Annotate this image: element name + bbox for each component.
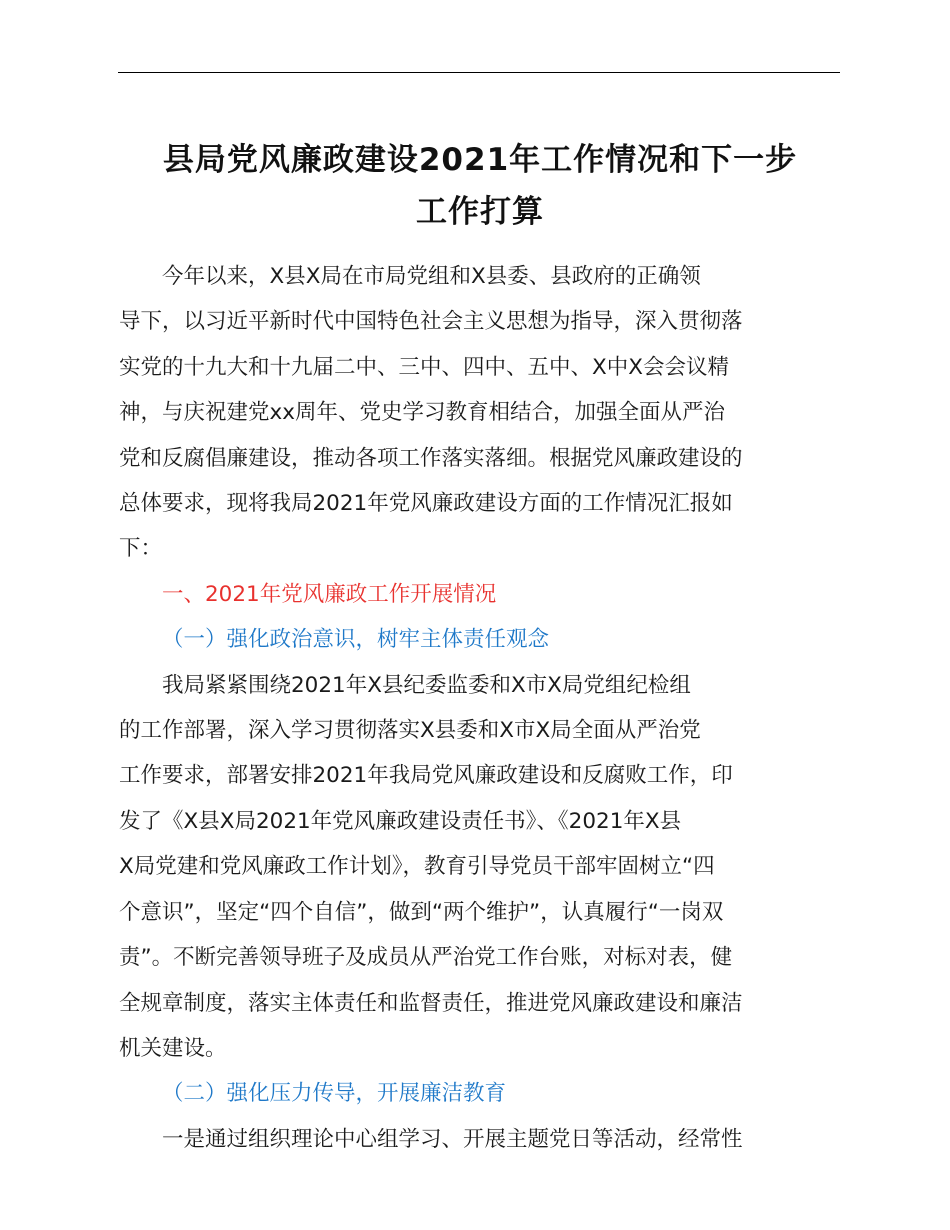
text-line: 我局紧紧围绕2021年X县纪委监委和X市X局党组纪检组 [162,672,691,698]
text-line: 神，与庆祝建党xx周年、党史学习教育相结合，加强全面从严治 [119,400,725,426]
text-line: 今年以来，X县X局在市局党组和X县委、县政府的正确领 [162,264,701,289]
text-line: 导下，以习近平新时代中国特色社会主义思想为指导，深入贯彻落 [119,309,743,335]
text-line: 实党的十九大和十九届二中、三中、四中、五中、X中X会会议精 [119,354,729,380]
section-heading-1: 一、2021年党风廉政工作开展情况 [162,581,497,607]
header-rule [118,72,840,73]
intro-paragraph [119,254,841,572]
text-line: X局党建和党风廉政工作计划》，教育引导党员干部牢固树立“四 [119,854,715,880]
text-line: 一是通过组织理论中心组学习、开展主题党日等活动，经常性 [162,1126,743,1152]
text-line: 下： [119,536,163,562]
title-line: 工作打算 [416,194,544,230]
text-line: 全规章制度，落实主体责任和监督责任，推进党风廉政建设和廉洁 [119,990,743,1016]
text-line: 发了《X县X局2021年党风廉政建设责任书》、《2021年X县 [119,808,682,834]
document-body [119,254,841,1162]
text-line: 机关建设。 [119,1035,227,1061]
subsection-heading-2: （二）强化压力传导，开展廉洁教育 [162,1081,507,1107]
text-line: 个意识”，坚定“四个自信”，做到“两个维护”，认真履行“一岗双 [119,899,724,925]
text-line: 工作要求，部署安排2021年我局党风廉政建设和反腐败工作，印 [119,763,733,789]
text-line: 的工作部署，深入学习贯彻落实X县委和X市X局全面从严治党 [119,718,701,744]
text-line: 党和反腐倡廉建设，推动各项工作落实落细。根据党风廉政建设的 [119,445,743,471]
title-line: 县局党风廉政建设2021年工作情况和下一步 [162,142,798,178]
document-title [110,134,850,238]
subsection-1-paragraph [119,663,841,1072]
subsection-2-paragraph [119,1117,841,1162]
subsection-heading-1: （一）强化政治意识，树牢主体责任观念 [162,627,550,653]
text-line: 总体要求，现将我局2021年党风廉政建设方面的工作情况汇报如 [119,491,733,517]
text-line: 责”。不断完善领导班子及成员从严治党工作台账，对标对表，健 [119,945,733,971]
